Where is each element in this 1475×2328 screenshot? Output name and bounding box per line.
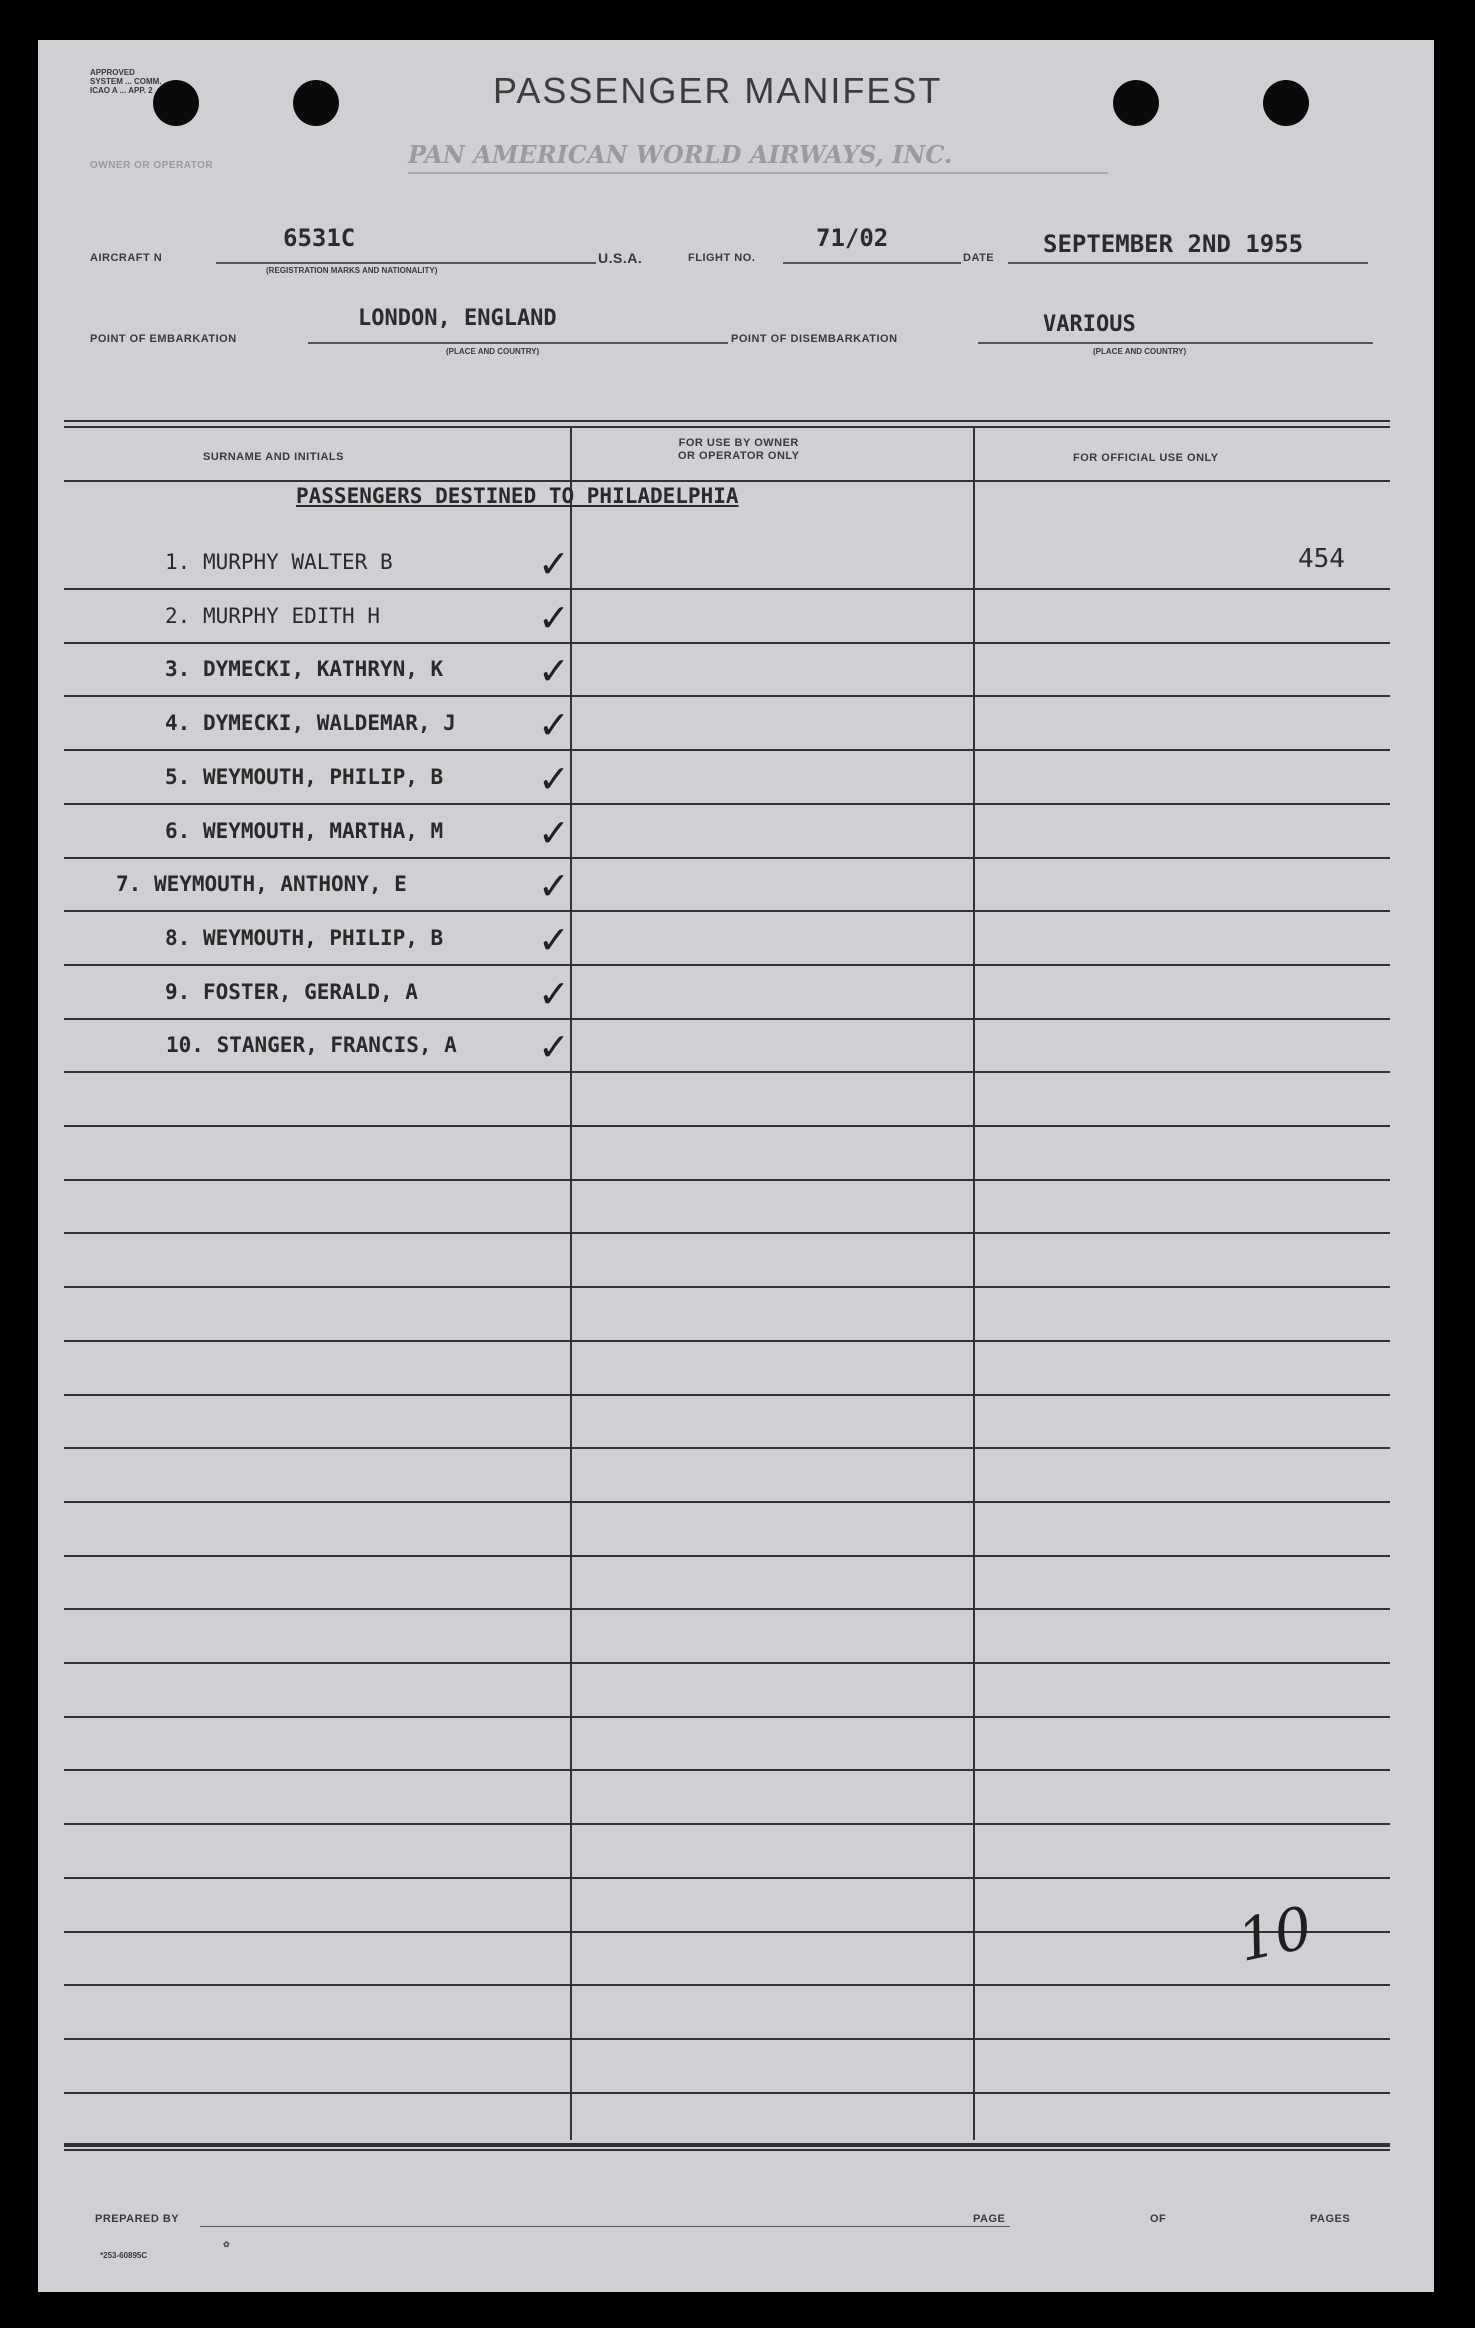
table-row	[165, 765, 443, 789]
table-row	[166, 1033, 457, 1057]
table-row	[165, 657, 443, 681]
embarkation-underline	[308, 342, 728, 344]
table-row-rule	[64, 2092, 1390, 2094]
table-row-rule	[64, 1340, 1390, 1342]
flight-value: 71/02	[816, 224, 889, 252]
section-heading: PASSENGERS DESTINED TO PHILADELPHIA	[296, 484, 739, 508]
printer-mark: ✿	[223, 2240, 230, 2249]
checkmark-icon: ✓	[538, 810, 570, 855]
checkmark-icon: ✓	[538, 971, 570, 1016]
owner-label: OWNER OR OPERATOR	[90, 160, 214, 171]
passenger-number: 6.	[165, 818, 191, 843]
passenger-name: WEYMOUTH, MARTHA, M	[202, 818, 444, 843]
table-row	[165, 926, 443, 950]
table-bottom-rule	[64, 2143, 1390, 2145]
table-row-rule	[64, 695, 1390, 697]
table-row-rule	[64, 1018, 1390, 1020]
page-title: PASSENGER MANIFEST	[493, 70, 943, 111]
passenger-number: 8.	[165, 925, 191, 950]
table-row-rule	[64, 1071, 1390, 1073]
passenger-number: 2.	[165, 603, 191, 628]
table-row-rule	[64, 749, 1390, 751]
table-row-rule	[64, 588, 1390, 590]
table-row-rule	[64, 1447, 1390, 1449]
checkmark-icon: ✓	[538, 1025, 570, 1070]
date-underline	[1008, 262, 1368, 264]
approval-block: APPROVED SYSTEM ... COMM. ICAO A ... APP. 2	[90, 68, 162, 95]
punch-hole	[293, 80, 339, 126]
manifest-page	[38, 40, 1434, 2292]
table-row-rule	[64, 1608, 1390, 1610]
table-row	[165, 819, 443, 843]
passenger-number: 10.	[166, 1033, 204, 1058]
date-value: SEPTEMBER 2ND 1955	[1043, 230, 1304, 258]
passenger-name: STANGER, FRANCIS, A	[216, 1033, 457, 1058]
table-row-rule	[64, 1501, 1390, 1503]
table-row-rule	[64, 964, 1390, 966]
table-row-rule	[64, 1716, 1390, 1718]
table-row-rule	[64, 1769, 1390, 1771]
owner-value: PAN AMERICAN WORLD AIRWAYS, INC.	[408, 140, 953, 169]
checkmark-icon: ✓	[538, 595, 570, 640]
table-top-rule	[64, 426, 1390, 428]
table-row	[165, 711, 456, 735]
table-row-rule	[64, 1662, 1390, 1664]
table-row-rule	[64, 1984, 1390, 1986]
aircraft-label: AIRCRAFT N	[90, 252, 163, 264]
checkmark-icon: ✓	[538, 542, 570, 586]
passenger-number: 3.	[165, 657, 191, 682]
passenger-number: 1.	[165, 550, 191, 574]
table-bottom-rule	[64, 2149, 1390, 2151]
table-row	[165, 550, 393, 574]
usa-label: U.S.A.	[598, 250, 643, 266]
owner-underline	[408, 172, 1108, 174]
checkmark-icon: ✓	[538, 649, 570, 694]
table-row-rule	[64, 803, 1390, 805]
table-row-rule	[64, 642, 1390, 644]
embarkation-label: POINT OF EMBARKATION	[90, 333, 237, 345]
table-row-rule	[64, 1394, 1390, 1396]
col-header-surname: SURNAME AND INITIALS	[203, 451, 344, 463]
passenger-name: MURPHY EDITH H	[202, 603, 380, 628]
prepared-by-label: PREPARED BY	[95, 2213, 180, 2225]
passenger-name: MURPHY WALTER B	[202, 550, 393, 574]
passenger-name: WEYMOUTH, PHILIP, B	[202, 925, 444, 950]
disembarkation-value: VARIOUS	[1043, 312, 1136, 337]
flight-label: FLIGHT NO.	[688, 252, 756, 264]
column-divider	[570, 428, 572, 2140]
punch-hole	[1263, 80, 1309, 126]
checkmark-icon: ✓	[538, 756, 570, 801]
checkmark-icon: ✓	[538, 864, 570, 909]
table-row-rule	[64, 1286, 1390, 1288]
passenger-number: 9.	[165, 979, 191, 1004]
table-row-rule	[64, 1877, 1390, 1879]
passenger-name: WEYMOUTH, ANTHONY, E	[153, 872, 407, 897]
flight-underline	[783, 262, 961, 264]
col-header-official: FOR OFFICIAL USE ONLY	[1073, 452, 1219, 464]
table-row-rule	[64, 2038, 1390, 2040]
passenger-number: 4.	[165, 711, 191, 736]
column-divider	[973, 428, 975, 2140]
passenger-name: DYMECKI, WALDEMAR, J	[202, 711, 456, 736]
prepared-by-underline	[200, 2226, 1010, 2227]
header-rule	[64, 480, 1390, 482]
disembarkation-underline	[978, 342, 1373, 344]
table-row	[116, 872, 407, 896]
table-row	[165, 980, 418, 1004]
punch-hole	[1113, 80, 1159, 126]
table-row-rule	[64, 910, 1390, 912]
handwritten-total: 10	[1231, 1893, 1319, 1975]
table-top-rule	[64, 420, 1390, 422]
passenger-name: FOSTER, GERALD, A	[202, 979, 418, 1004]
passenger-name: WEYMOUTH, PHILIP, B	[202, 764, 444, 789]
embarkation-value: LONDON, ENGLAND	[358, 306, 557, 331]
form-number: *253-60895C	[100, 2251, 148, 2260]
checkmark-icon: ✓	[538, 703, 570, 748]
table-row-rule	[64, 1125, 1390, 1127]
table-row-rule	[64, 1823, 1390, 1825]
official-use-value: 454	[1298, 544, 1345, 574]
col-header-owner: FOR USE BY OWNER OR OPERATOR ONLY	[678, 437, 800, 462]
table-row-rule	[64, 857, 1390, 859]
checkmark-icon: ✓	[538, 917, 570, 962]
aircraft-underline	[216, 262, 596, 264]
disembarkation-label: POINT OF DISEMBARKATION	[731, 333, 898, 345]
passenger-name: DYMECKI, KATHRYN, K	[202, 657, 444, 682]
passenger-number: 7.	[116, 872, 142, 897]
table-row	[165, 604, 380, 628]
table-row-rule	[64, 1931, 1390, 1933]
page-label: PAGE	[973, 2213, 1006, 2225]
passenger-number: 5.	[165, 764, 191, 789]
disembarkation-caption: (PLACE AND COUNTRY)	[1093, 347, 1187, 356]
table-row-rule	[64, 2145, 1390, 2147]
embarkation-caption: (PLACE AND COUNTRY)	[446, 347, 540, 356]
aircraft-value: 6531C	[283, 224, 356, 252]
table-row-rule	[64, 1232, 1390, 1234]
date-label: DATE	[963, 252, 995, 264]
of-label: OF	[1150, 2213, 1167, 2225]
table-row-rule	[64, 1179, 1390, 1181]
registration-caption: (REGISTRATION MARKS AND NATIONALITY)	[266, 266, 438, 275]
pages-label: PAGES	[1310, 2213, 1351, 2225]
table-row-rule	[64, 1555, 1390, 1557]
